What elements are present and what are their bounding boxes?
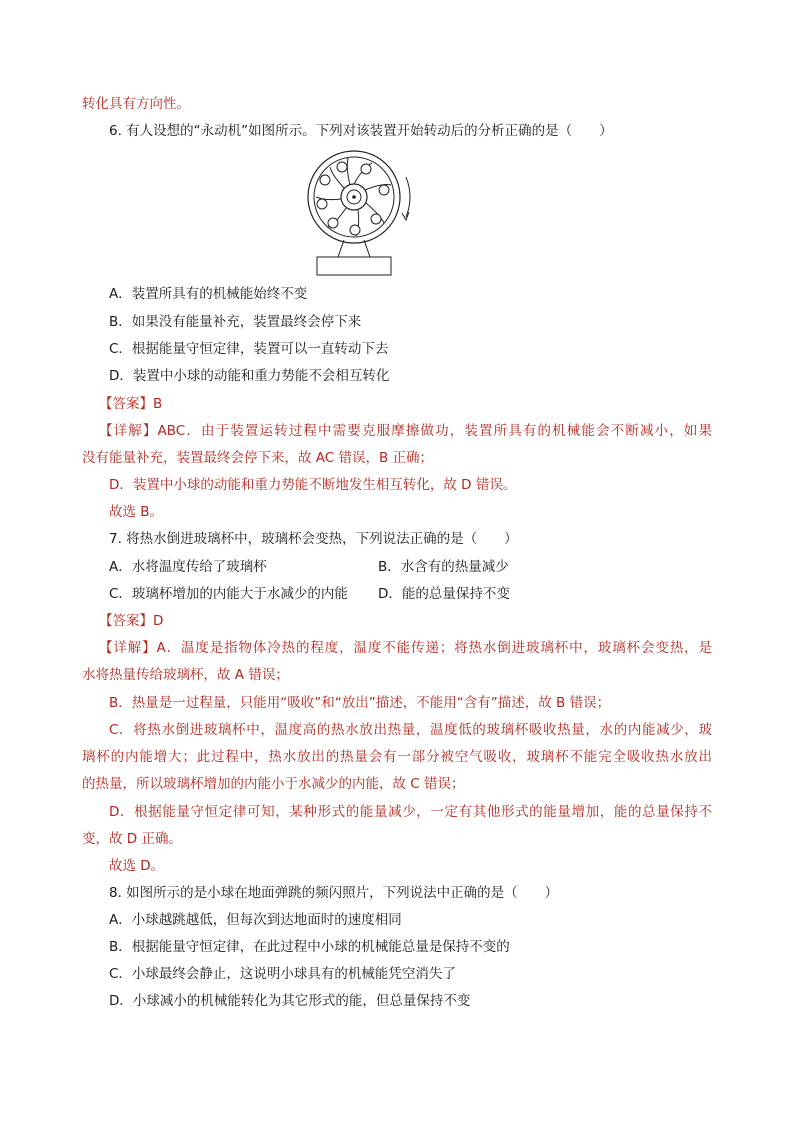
q7-option-b: B．水含有的热量减少 <box>378 559 509 575</box>
q6-stem: 6. 有人设想的“永动机”如图所示。下列对该装置开始转动后的分析正确的是（ ） <box>109 123 613 139</box>
q6-option-a: A．装置所具有的机械能始终不变 <box>109 286 308 302</box>
q7-detail-4: C．将热水倒进玻璃杯中，温度高的热水放出热量，温度低的玻璃杯吸收热量，水的内能减少，玻 <box>109 722 712 738</box>
q7-options-row-2 <box>109 585 712 603</box>
q7-detail-9: 故选 D。 <box>109 858 165 874</box>
q6-detail-3: D．装置中小球的动能和重力势能不断地发生相互转化，故 D 错误。 <box>109 477 517 493</box>
q7-detail-1: 【详解】A．温度是指物体冷热的程度，温度不能传递；将热水倒进玻璃杯中，玻璃杯会变热，是 <box>99 640 712 656</box>
q6-option-b: B．如果没有能量补充，装置最终会停下来 <box>109 314 362 330</box>
q6-detail-4: 故选 B。 <box>109 504 164 520</box>
q7-option-c: C．玻璃杯增加的内能大于水减少的内能 <box>109 586 348 602</box>
q6-option-d: D．装置中小球的动能和重力势能不会相互转化 <box>109 368 390 384</box>
q8-stem: 8. 如图所示的是小球在地面弹跳的频闪照片，下列说法中正确的是（ ） <box>109 885 559 901</box>
q7-detail-3: B．热量是一过程量，只能用“吸收”和“放出”描述，不能用“含有”描述，故 B 错误； <box>109 695 611 711</box>
q7-stem: 7. 将热水倒进玻璃杯中，玻璃杯会变热，下列说法正确的是（ ） <box>109 531 518 547</box>
q7-option-a: A．水将温度传给了玻璃杯 <box>109 559 267 575</box>
q6-detail-1: 【详解】ABC．由于装置运转过程中需要克服摩擦做功，装置所具有的机械能会不断减小，如果 <box>99 423 712 439</box>
q8-option-a: A．小球越跳越低，但每次到达地面时的速度相同 <box>109 912 402 928</box>
q7-detail-5: 璃杯的内能增大；此过程中，热水放出的热量会有一部分被空气吸收，玻璃杯不能完全吸收热水放出 <box>82 749 712 765</box>
perpetual-motion-machine-figure <box>300 145 420 280</box>
q8-option-c: C．小球最终会静止，这说明小球具有的机械能凭空消失了 <box>109 966 456 982</box>
q6-option-c: C．根据能量守恒定律，装置可以一直转动下去 <box>109 341 389 357</box>
q6-detail-2: 没有能量补充，装置最终会停下来，故 AC 错误，B 正确； <box>82 450 434 466</box>
q7-options-row-1 <box>109 558 712 576</box>
q7-detail-6: 的热量，所以玻璃杯增加的内能小于水减少的内能，故 C 错误； <box>82 776 465 792</box>
q7-answer: 【答案】D <box>99 613 164 629</box>
q7-detail-8: 变，故 D 正确。 <box>82 831 182 847</box>
q6-answer: 【答案】B <box>99 396 163 412</box>
q7-detail-7: D．根据能量守恒定律可知，某种形式的能量减少，一定有其他形式的能量增加，能的总量保持不 <box>109 804 712 820</box>
q8-option-d: D．小球减小的机械能转化为其它形式的能，但总量保持不变 <box>109 993 471 1009</box>
q8-option-b: B．根据能量守恒定律，在此过程中小球的机械能总量是保持不变的 <box>109 939 510 955</box>
q7-detail-2: 水将热量传给玻璃杯，故 A 错误； <box>82 667 289 683</box>
prev-explanation-tail: 转化具有方向性。 <box>82 96 190 112</box>
q7-option-d: D．能的总量保持不变 <box>378 586 510 602</box>
